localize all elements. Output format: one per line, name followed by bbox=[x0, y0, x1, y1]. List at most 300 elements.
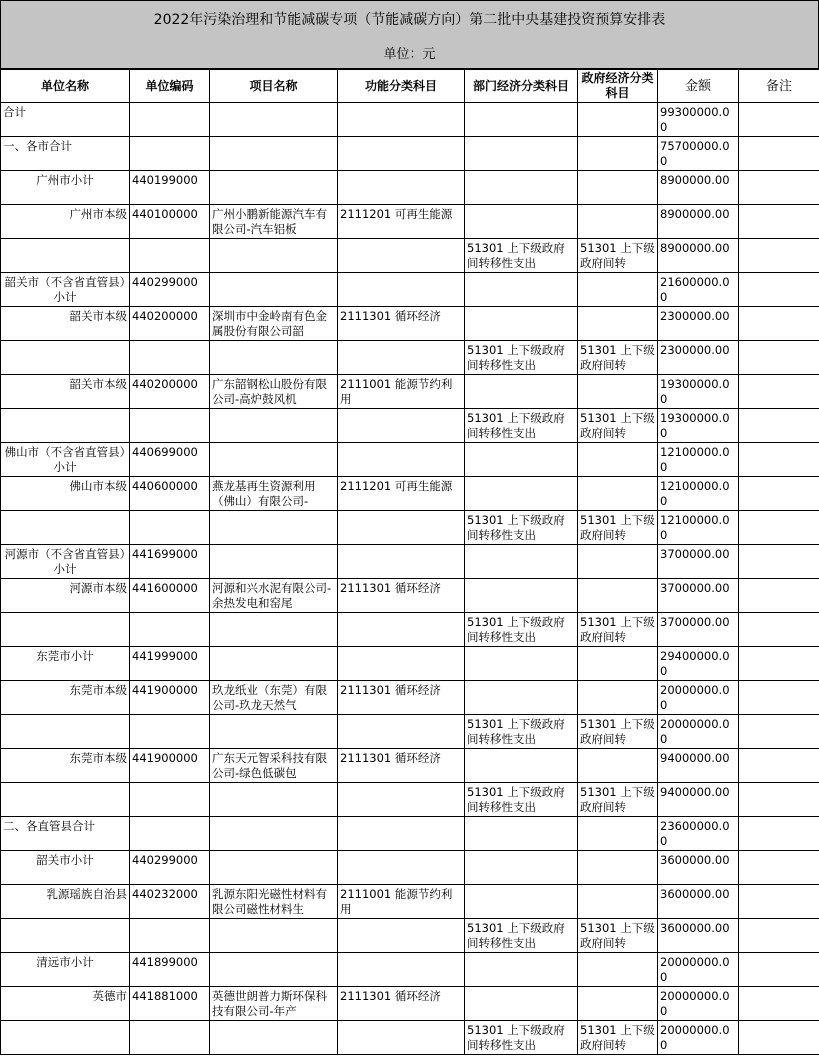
cell-project-name bbox=[210, 987, 338, 1021]
cell-note bbox=[739, 443, 819, 477]
cell-func-category-text: 2111301 循环经济 bbox=[340, 750, 441, 765]
cell-func-category bbox=[338, 511, 465, 545]
cell-unit-code-text: 440600000 bbox=[132, 478, 198, 493]
cell-dept-econ bbox=[465, 137, 578, 171]
cell-project-name bbox=[210, 715, 338, 749]
cell-func-category-text bbox=[340, 955, 462, 985]
cell-unit-code-text: 440199000 bbox=[132, 172, 198, 187]
cell-gov-econ-text: 51301 上下级政府间转 bbox=[580, 716, 655, 746]
cell-gov-econ-text: 51301 上下级政府间转 bbox=[580, 342, 655, 372]
cell-project-name-text bbox=[212, 139, 335, 169]
cell-gov-econ-text: 51301 上下级政府间转 bbox=[580, 410, 655, 440]
cell-gov-econ bbox=[578, 647, 658, 681]
cell-gov-econ bbox=[578, 137, 658, 171]
cell-note bbox=[739, 307, 819, 341]
cell-unit-name bbox=[1, 239, 130, 273]
cell-unit-name bbox=[1, 511, 130, 545]
cell-amount-text: 20000000.00 bbox=[660, 954, 730, 984]
cell-gov-econ-text bbox=[580, 819, 655, 849]
cell-unit-code-text bbox=[132, 615, 207, 645]
cell-gov-econ-text bbox=[580, 955, 655, 985]
cell-note bbox=[739, 205, 819, 239]
cell-note bbox=[739, 919, 819, 953]
cell-func-category-text: 2111001 能源节约利用 bbox=[340, 376, 453, 406]
cell-dept-econ bbox=[465, 953, 578, 987]
cell-unit-name-text bbox=[3, 921, 127, 951]
cell-unit-code bbox=[130, 681, 210, 715]
cell-unit-name-text bbox=[3, 343, 127, 373]
cell-unit-name bbox=[1, 851, 130, 885]
cell-unit-code-text bbox=[132, 785, 207, 815]
cell-project-name-text: 河源和兴水泥有限公司-余热发电和窑尾 bbox=[212, 580, 332, 610]
cell-project-name bbox=[210, 919, 338, 953]
cell-note bbox=[739, 851, 819, 885]
cell-func-category bbox=[338, 375, 465, 409]
cell-amount-text: 19300000.00 bbox=[660, 410, 730, 440]
cell-project-name-text bbox=[212, 343, 335, 373]
cell-func-category bbox=[338, 239, 465, 273]
cell-func-category bbox=[338, 987, 465, 1021]
cell-unit-code bbox=[130, 613, 210, 647]
cell-project-name-text bbox=[212, 853, 335, 883]
cell-unit-code bbox=[130, 443, 210, 477]
cell-func-category-text: 2111001 能源节约利用 bbox=[340, 886, 453, 916]
cell-unit-name-text bbox=[3, 411, 127, 441]
cell-func-category bbox=[338, 103, 465, 137]
cell-unit-name bbox=[1, 1021, 130, 1055]
cell-unit-name-text bbox=[3, 241, 127, 271]
cell-project-name-text bbox=[212, 547, 335, 577]
cell-unit-name bbox=[1, 137, 130, 171]
cell-func-category-text bbox=[340, 921, 462, 951]
cell-unit-code bbox=[130, 749, 210, 783]
cell-amount-text: 12100000.00 bbox=[660, 512, 730, 542]
cell-note bbox=[739, 171, 819, 205]
cell-func-category-text bbox=[340, 105, 462, 135]
table-row bbox=[1, 885, 819, 919]
cell-dept-econ bbox=[465, 579, 578, 613]
cell-dept-econ-text: 51301 上下级政府间转移性支出 bbox=[467, 240, 565, 270]
cell-unit-name bbox=[1, 307, 130, 341]
cell-unit-code bbox=[130, 851, 210, 885]
cell-amount-text: 3600000.00 bbox=[660, 852, 730, 867]
cell-unit-name bbox=[1, 545, 130, 579]
cell-gov-econ bbox=[578, 205, 658, 239]
cell-gov-econ-text: 51301 上下级政府间转 bbox=[580, 784, 655, 814]
cell-unit-name bbox=[1, 273, 130, 307]
cell-note bbox=[739, 613, 819, 647]
cell-project-name bbox=[210, 239, 338, 273]
cell-unit-name-text: 韶关市本级 bbox=[69, 376, 127, 391]
header-unit-name: 单位名称 bbox=[1, 70, 130, 103]
header-gov-econ: 政府经济分类科目 bbox=[578, 70, 658, 103]
table-row bbox=[1, 919, 819, 953]
cell-amount-text: 3700000.00 bbox=[660, 580, 730, 595]
cell-unit-code-text bbox=[132, 921, 207, 951]
cell-dept-econ-text bbox=[467, 173, 575, 203]
table-row bbox=[1, 409, 819, 443]
cell-amount-text: 75700000.00 bbox=[660, 138, 730, 168]
cell-gov-econ bbox=[578, 341, 658, 375]
cell-note bbox=[739, 341, 819, 375]
cell-amount-text: 8900000.00 bbox=[660, 172, 730, 187]
cell-unit-code bbox=[130, 341, 210, 375]
cell-note bbox=[739, 239, 819, 273]
cell-gov-econ-text bbox=[580, 105, 655, 135]
cell-func-category bbox=[338, 341, 465, 375]
cell-unit-code-text: 440200000 bbox=[132, 376, 198, 391]
cell-unit-code bbox=[130, 103, 210, 137]
cell-unit-name-text: 佛山市本级 bbox=[69, 478, 127, 493]
cell-unit-code-text: 441881000 bbox=[132, 988, 198, 1003]
cell-gov-econ bbox=[578, 273, 658, 307]
cell-note bbox=[739, 477, 819, 511]
cell-unit-name bbox=[1, 715, 130, 749]
cell-amount-text: 8900000.00 bbox=[660, 240, 730, 255]
table-row bbox=[1, 375, 819, 409]
cell-gov-econ bbox=[578, 613, 658, 647]
cell-unit-code-text: 441600000 bbox=[132, 580, 198, 595]
cell-gov-econ-text bbox=[580, 309, 655, 339]
cell-unit-name-text: 广州市本级 bbox=[69, 206, 127, 221]
cell-amount bbox=[658, 103, 739, 137]
cell-gov-econ bbox=[578, 885, 658, 919]
cell-gov-econ-text bbox=[580, 887, 655, 917]
cell-unit-name-text: 韶关市（不含省直管县）小计 bbox=[4, 274, 126, 304]
cell-func-category-text bbox=[340, 819, 462, 849]
cell-dept-econ-text bbox=[467, 649, 575, 679]
cell-unit-name bbox=[1, 681, 130, 715]
cell-gov-econ-text bbox=[580, 479, 655, 509]
cell-unit-name-text: 二、各直管县合计 bbox=[3, 818, 95, 833]
cell-dept-econ-text bbox=[467, 989, 575, 1019]
cell-func-category bbox=[338, 613, 465, 647]
cell-dept-econ bbox=[465, 273, 578, 307]
cell-project-name-text bbox=[212, 1023, 335, 1053]
cell-dept-econ bbox=[465, 341, 578, 375]
cell-func-category bbox=[338, 953, 465, 987]
cell-dept-econ-text bbox=[467, 853, 575, 883]
cell-project-name-text: 广东天元智采科技有限公司-绿色低碳包 bbox=[212, 750, 327, 780]
cell-project-name bbox=[210, 647, 338, 681]
cell-amount bbox=[658, 749, 739, 783]
cell-dept-econ-text bbox=[467, 819, 575, 849]
header-dept-econ: 部门经济分类科目 bbox=[465, 70, 578, 103]
cell-func-category bbox=[338, 919, 465, 953]
cell-amount bbox=[658, 341, 739, 375]
cell-amount bbox=[658, 817, 739, 851]
sheet-title-text: 2022年污染治理和节能减碳专项（节能减碳方向）第二批中央基建投资预算安排表 bbox=[153, 11, 666, 28]
cell-dept-econ-text bbox=[467, 683, 575, 713]
cell-unit-name-text bbox=[3, 1023, 127, 1053]
table-row bbox=[1, 715, 819, 749]
cell-project-name bbox=[210, 205, 338, 239]
cell-gov-econ-text: 51301 上下级政府间转 bbox=[580, 512, 655, 542]
cell-amount-text: 99300000.00 bbox=[660, 104, 730, 134]
cell-project-name-text: 广东韶钢松山股份有限公司-高炉鼓风机 bbox=[212, 376, 327, 406]
cell-dept-econ-text: 51301 上下级政府间转移性支出 bbox=[467, 1022, 565, 1052]
cell-dept-econ bbox=[465, 307, 578, 341]
cell-unit-code bbox=[130, 647, 210, 681]
cell-project-name-text: 玖龙纸业（东莞）有限公司-玖龙天然气 bbox=[212, 682, 327, 712]
cell-unit-code bbox=[130, 137, 210, 171]
table-row bbox=[1, 647, 819, 681]
cell-unit-name bbox=[1, 919, 130, 953]
cell-unit-code bbox=[130, 545, 210, 579]
table-row bbox=[1, 681, 819, 715]
cell-note bbox=[739, 579, 819, 613]
cell-note bbox=[739, 681, 819, 715]
cell-dept-econ-text: 51301 上下级政府间转移性支出 bbox=[467, 512, 565, 542]
cell-project-name-text bbox=[212, 105, 335, 135]
cell-unit-code bbox=[130, 953, 210, 987]
cell-dept-econ bbox=[465, 103, 578, 137]
cell-gov-econ-text bbox=[580, 581, 655, 611]
cell-dept-econ-text bbox=[467, 955, 575, 985]
cell-func-category bbox=[338, 783, 465, 817]
header-amount: 金额 bbox=[658, 70, 739, 103]
cell-unit-name-text: 东莞市小计 bbox=[36, 648, 94, 663]
cell-func-category-text bbox=[340, 785, 462, 815]
cell-func-category-text: 2111301 循环经济 bbox=[340, 988, 441, 1003]
cell-unit-code bbox=[130, 783, 210, 817]
cell-unit-code bbox=[130, 239, 210, 273]
cell-gov-econ bbox=[578, 953, 658, 987]
cell-func-category-text bbox=[340, 343, 462, 373]
cell-func-category bbox=[338, 1021, 465, 1055]
cell-unit-code-text: 441899000 bbox=[132, 954, 198, 969]
cell-unit-name-text: 乳源瑶族自治县 bbox=[46, 886, 127, 901]
cell-project-name-text: 深圳市中金岭南有色金属股份有限公司韶 bbox=[212, 308, 327, 338]
cell-unit-code bbox=[130, 817, 210, 851]
table-row bbox=[1, 205, 819, 239]
cell-amount bbox=[658, 477, 739, 511]
cell-unit-code-text bbox=[132, 1023, 207, 1053]
cell-unit-name-text bbox=[3, 615, 127, 645]
cell-gov-econ-text: 51301 上下级政府间转 bbox=[580, 920, 655, 950]
cell-unit-name bbox=[1, 443, 130, 477]
cell-gov-econ-text bbox=[580, 853, 655, 883]
cell-unit-code bbox=[130, 1021, 210, 1055]
table-row bbox=[1, 1021, 819, 1055]
table-row bbox=[1, 545, 819, 579]
cell-dept-econ bbox=[465, 205, 578, 239]
cell-amount bbox=[658, 613, 739, 647]
cell-unit-name-text: 东莞市本级 bbox=[69, 750, 127, 765]
cell-gov-econ bbox=[578, 1021, 658, 1055]
cell-dept-econ bbox=[465, 239, 578, 273]
cell-project-name bbox=[210, 137, 338, 171]
cell-amount-text: 19300000.00 bbox=[660, 376, 730, 406]
cell-gov-econ-text bbox=[580, 377, 655, 407]
cell-dept-econ bbox=[465, 817, 578, 851]
header-note: 备注 bbox=[739, 70, 819, 103]
cell-note bbox=[739, 817, 819, 851]
cell-dept-econ bbox=[465, 851, 578, 885]
cell-func-category bbox=[338, 171, 465, 205]
cell-dept-econ bbox=[465, 749, 578, 783]
cell-amount-text: 20000000.00 bbox=[660, 716, 730, 746]
cell-project-name bbox=[210, 443, 338, 477]
table-row bbox=[1, 273, 819, 307]
cell-note bbox=[739, 137, 819, 171]
table-row bbox=[1, 817, 819, 851]
cell-func-category bbox=[338, 307, 465, 341]
table-row bbox=[1, 579, 819, 613]
cell-project-name bbox=[210, 579, 338, 613]
cell-project-name bbox=[210, 307, 338, 341]
cell-note bbox=[739, 783, 819, 817]
cell-func-category-text bbox=[340, 411, 462, 441]
cell-note bbox=[739, 647, 819, 681]
cell-dept-econ bbox=[465, 511, 578, 545]
cell-note bbox=[739, 885, 819, 919]
cell-gov-econ-text bbox=[580, 173, 655, 203]
cell-func-category-text bbox=[340, 275, 462, 305]
unit-label-row bbox=[0, 36, 819, 69]
cell-unit-name-text: 东莞市本级 bbox=[69, 682, 127, 697]
cell-unit-name bbox=[1, 375, 130, 409]
cell-project-name-text bbox=[212, 785, 335, 815]
cell-func-category bbox=[338, 545, 465, 579]
cell-gov-econ bbox=[578, 579, 658, 613]
cell-amount-text: 9400000.00 bbox=[660, 750, 730, 765]
cell-project-name-text bbox=[212, 173, 335, 203]
table-row bbox=[1, 749, 819, 783]
cell-note bbox=[739, 375, 819, 409]
cell-note bbox=[739, 545, 819, 579]
cell-dept-econ-text bbox=[467, 547, 575, 577]
cell-unit-code bbox=[130, 205, 210, 239]
cell-project-name-text: 广州小鹏新能源汽车有限公司-汽车铝板 bbox=[212, 206, 327, 236]
cell-func-category bbox=[338, 205, 465, 239]
cell-amount bbox=[658, 375, 739, 409]
cell-amount-text: 23600000.00 bbox=[660, 818, 730, 848]
cell-note bbox=[739, 987, 819, 1021]
cell-project-name-text bbox=[212, 275, 335, 305]
header-project-name: 项目名称 bbox=[210, 70, 338, 103]
cell-project-name bbox=[210, 681, 338, 715]
cell-unit-code-text bbox=[132, 717, 207, 747]
cell-func-category-text bbox=[340, 547, 462, 577]
cell-func-category-text: 2111301 循环经济 bbox=[340, 682, 441, 697]
cell-func-category-text bbox=[340, 173, 462, 203]
cell-amount bbox=[658, 545, 739, 579]
cell-unit-code-text bbox=[132, 139, 207, 169]
cell-amount-text: 3600000.00 bbox=[660, 886, 730, 901]
cell-dept-econ-text bbox=[467, 309, 575, 339]
cell-gov-econ-text bbox=[580, 139, 655, 169]
cell-dept-econ-text bbox=[467, 751, 575, 781]
cell-gov-econ-text bbox=[580, 275, 655, 305]
cell-project-name-text bbox=[212, 649, 335, 679]
cell-amount bbox=[658, 205, 739, 239]
cell-func-category bbox=[338, 817, 465, 851]
cell-amount-text: 12100000.00 bbox=[660, 478, 730, 508]
cell-note bbox=[739, 273, 819, 307]
cell-unit-code bbox=[130, 375, 210, 409]
cell-unit-name bbox=[1, 103, 130, 137]
cell-amount-text: 20000000.00 bbox=[660, 682, 730, 712]
cell-project-name bbox=[210, 171, 338, 205]
cell-project-name bbox=[210, 749, 338, 783]
cell-amount-text: 21600000.00 bbox=[660, 274, 730, 304]
cell-dept-econ bbox=[465, 613, 578, 647]
unit-label: 单位：元 bbox=[383, 46, 436, 62]
cell-project-name-text bbox=[212, 615, 335, 645]
cell-gov-econ-text bbox=[580, 649, 655, 679]
cell-amount-text: 3700000.00 bbox=[660, 614, 730, 629]
cell-func-category bbox=[338, 409, 465, 443]
cell-gov-econ bbox=[578, 511, 658, 545]
cell-project-name bbox=[210, 545, 338, 579]
cell-unit-code-text: 440699000 bbox=[132, 444, 198, 459]
table-row bbox=[1, 953, 819, 987]
budget-table bbox=[0, 69, 819, 1055]
cell-unit-code-text: 441699000 bbox=[132, 546, 198, 561]
cell-unit-name bbox=[1, 817, 130, 851]
cell-amount-text: 3600000.00 bbox=[660, 920, 730, 935]
cell-unit-code-text bbox=[132, 411, 207, 441]
cell-gov-econ bbox=[578, 851, 658, 885]
cell-gov-econ bbox=[578, 715, 658, 749]
cell-func-category bbox=[338, 579, 465, 613]
cell-func-category-text bbox=[340, 1023, 462, 1053]
cell-dept-econ-text bbox=[467, 139, 575, 169]
cell-amount-text: 29400000.00 bbox=[660, 648, 730, 678]
cell-func-category-text bbox=[340, 241, 462, 271]
cell-amount-text: 2300000.00 bbox=[660, 308, 730, 323]
cell-func-category-text: 2111301 循环经济 bbox=[340, 580, 441, 595]
table-row bbox=[1, 477, 819, 511]
cell-amount bbox=[658, 885, 739, 919]
table-row bbox=[1, 613, 819, 647]
cell-note bbox=[739, 749, 819, 783]
cell-gov-econ bbox=[578, 375, 658, 409]
cell-unit-name-text: 合计 bbox=[3, 104, 26, 119]
cell-project-name-text: 乳源东阳光磁性材料有限公司磁性材料生 bbox=[212, 886, 327, 916]
cell-dept-econ-text bbox=[467, 377, 575, 407]
cell-gov-econ bbox=[578, 783, 658, 817]
cell-amount bbox=[658, 443, 739, 477]
cell-unit-code-text: 440232000 bbox=[132, 886, 198, 901]
cell-project-name bbox=[210, 511, 338, 545]
header-func-category: 功能分类科目 bbox=[338, 70, 465, 103]
cell-unit-name bbox=[1, 171, 130, 205]
cell-dept-econ-text bbox=[467, 275, 575, 305]
cell-dept-econ bbox=[465, 715, 578, 749]
cell-dept-econ bbox=[465, 647, 578, 681]
cell-gov-econ-text bbox=[580, 445, 655, 475]
cell-project-name-text bbox=[212, 445, 335, 475]
cell-amount bbox=[658, 953, 739, 987]
cell-gov-econ bbox=[578, 307, 658, 341]
table-row bbox=[1, 103, 819, 137]
cell-project-name bbox=[210, 341, 338, 375]
cell-gov-econ-text: 51301 上下级政府间转 bbox=[580, 1022, 655, 1052]
cell-func-category bbox=[338, 477, 465, 511]
cell-project-name bbox=[210, 851, 338, 885]
cell-amount-text: 20000000.00 bbox=[660, 988, 730, 1018]
cell-dept-econ bbox=[465, 919, 578, 953]
table-row bbox=[1, 851, 819, 885]
cell-amount-text: 8900000.00 bbox=[660, 206, 730, 221]
cell-gov-econ-text bbox=[580, 683, 655, 713]
cell-dept-econ bbox=[465, 545, 578, 579]
cell-gov-econ bbox=[578, 103, 658, 137]
cell-unit-name-text: 韶关市本级 bbox=[69, 308, 127, 323]
cell-project-name bbox=[210, 783, 338, 817]
